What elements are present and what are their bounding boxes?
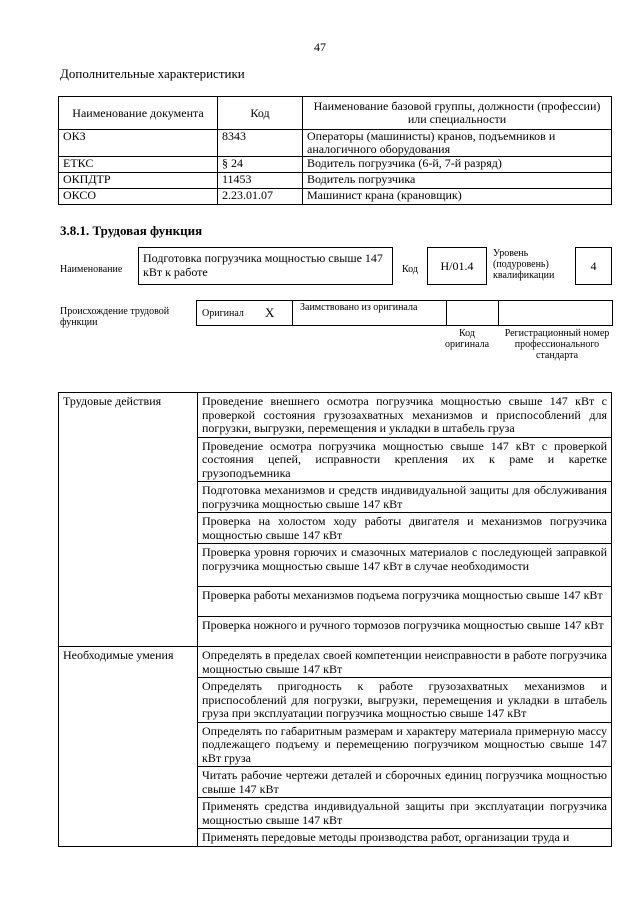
skill-item: Определять пригодность к работе грузозахватных механизмов и приспособлений для погрузки, выгрузки, перемещения и укладки в штабель груза при эксплуатации погрузчика мощностью свыше 147 кВт <box>198 678 612 723</box>
labor-action: Проведение внешнего осмотра погрузчика мощностью свыше 147 кВт с проверкой состояния грузозахватных механизмов и приспособлений для погрузки, выгрузки, перемещения и укладки в штабель груза <box>198 393 612 438</box>
table-row <box>59 189 612 205</box>
function-heading: 3.8.1. Трудовая функция <box>60 223 203 238</box>
table-row <box>59 647 612 678</box>
cell-doc: ОКПДТР <box>59 173 218 189</box>
cell-doc: ОКЗ <box>59 130 218 157</box>
classification-table <box>58 96 612 205</box>
divider <box>446 301 447 325</box>
cell-code: 8343 <box>218 130 303 157</box>
function-name-box: Подготовка погрузчика мощностью свыше 147 кВт к работе <box>138 247 393 285</box>
original-label: Оригинал <box>202 308 244 319</box>
skill-item: Применять средства индивидуальной защиты при эксплуатации погрузчика мощностью свыше 147 кВт <box>198 798 612 829</box>
labor-action: Подготовка механизмов и средств индивидуальной защиты для обслуживания погрузчика мощностью свыше 147 кВт <box>198 482 612 513</box>
labor-action: Проверка работы механизмов подъема погрузчика мощностью свыше 147 кВт <box>198 587 612 617</box>
labor-actions-label: Трудовые действия <box>59 393 198 647</box>
skill-item: Определять в пределах своей компетенции неисправности в работе погрузчика мощностью свыше 147 кВт <box>198 647 612 678</box>
header-group-name: Наименование базовой группы, должности (профессии) или специальности <box>303 97 612 130</box>
table-header-row <box>59 97 612 130</box>
labor-action: Проверка уровня горючих и смазочных материалов с последующей заправкой погрузчика мощностью свыше 147 кВт в случае необходимости <box>198 544 612 587</box>
labor-action: Проверка на холостом ходу работы двигателя и механизмов погрузчика мощностью свыше 147 кВт <box>198 513 612 544</box>
cell-name: Водитель погрузчика (6-й, 7-й разряд) <box>303 157 612 173</box>
table-row <box>59 173 612 189</box>
level-label: Уровень (подуровень) квалификации <box>493 248 555 281</box>
cell-doc: ОКСО <box>59 189 218 205</box>
name-label: Наименование <box>60 264 123 275</box>
skill-item: Читать рабочие чертежи деталей и сборочных единиц погрузчика мощностью свыше 147 кВт <box>198 767 612 798</box>
page-number: 47 <box>314 40 326 54</box>
header-doc-name: Наименование документа <box>59 97 218 130</box>
table-row <box>59 130 612 157</box>
origin-label: Происхождение трудовой функции <box>60 306 170 328</box>
header-code: Код <box>218 97 303 130</box>
borrowed-label: Заимствовано из оригинала <box>300 302 418 313</box>
details-table <box>58 392 612 847</box>
cell-doc: ЕТКС <box>59 157 218 173</box>
labor-action: Проведение осмотра погрузчика мощностью свыше 147 кВт с проверкой состояния цепей, исправности крепления их к раме и каретке грузоподъемника <box>198 437 612 482</box>
table-row <box>59 393 612 438</box>
divider <box>498 301 499 325</box>
cell-code: 2.23.01.07 <box>218 189 303 205</box>
code-label: Код <box>402 264 418 275</box>
cell-name: Операторы (машинисты) кранов, подъемников и аналогичного оборудования <box>303 130 612 157</box>
cell-name: Водитель погрузчика <box>303 173 612 189</box>
divider <box>292 301 293 325</box>
cell-name: Машинист крана (крановщик) <box>303 189 612 205</box>
labor-action: Проверка ножного и ручного тормозов погрузчика мощностью свыше 147 кВт <box>198 617 612 647</box>
skill-item: Применять передовые методы производства работ, организации труда и <box>198 829 612 847</box>
function-code-box: H/01.4 <box>427 247 487 285</box>
skills-label: Необходимые умения <box>59 647 198 847</box>
cell-code: § 24 <box>218 157 303 173</box>
level-value-box: 4 <box>575 247 612 285</box>
skill-item: Определять по габаритным размерам и характеру материала примерную массу подлежащего подъему и перемещению погрузчиком мощностью свыше 147 кВт груза <box>198 722 612 767</box>
section-title: Дополнительные характеристики <box>60 66 245 81</box>
reg-number-caption: Регистрационный номер профессионального стандарта <box>504 328 610 361</box>
table-row <box>59 157 612 173</box>
cell-code: 11453 <box>218 173 303 189</box>
original-mark: X <box>265 305 275 320</box>
code-caption: Код оригинала <box>444 328 490 350</box>
